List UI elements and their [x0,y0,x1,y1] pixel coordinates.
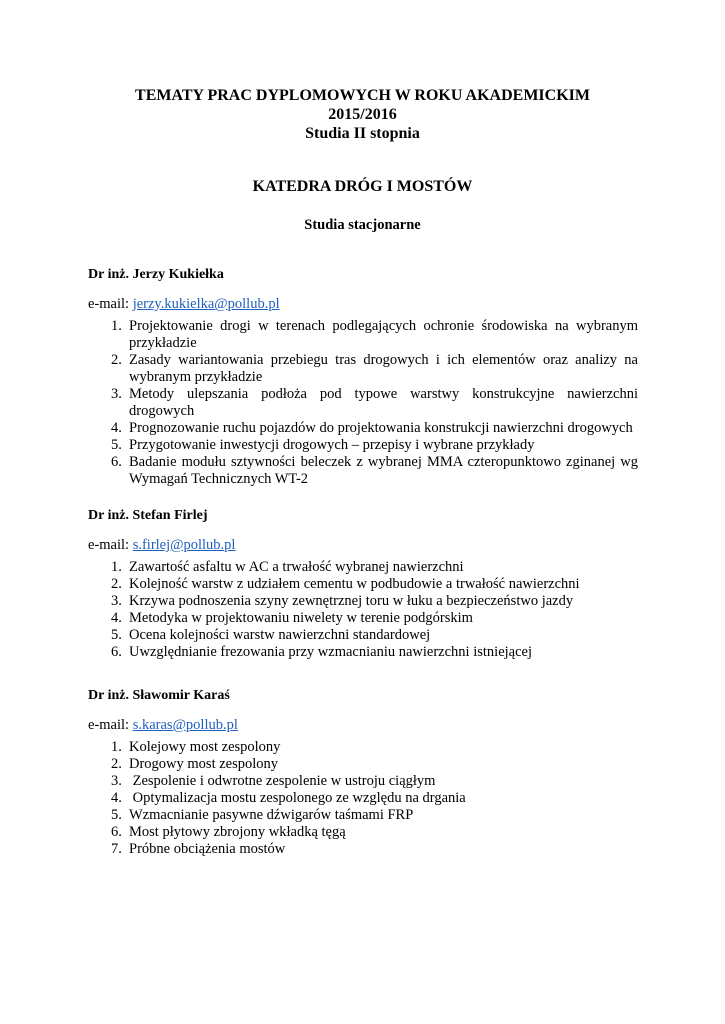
topic-text: Próbne obciążenia mostów [129,841,286,857]
topic-text: Zasady wariantowania przebiegu tras drogowych i ich elementów oraz analizy na wybranym przykładzie [129,352,638,385]
topic-item: 4. Optymalizacja mostu zespolonego ze względu na drgania [88,790,638,807]
topic-item: 5. Wzmacnianie pasywne dźwigarów taśmami FRP [88,807,638,824]
topic-text: Metodyka w projektowaniu niwelety w terenie podgórskim [129,610,473,626]
topic-text: Metody ulepszania podłoża pod typowe warstwy konstrukcyjne nawierzchni drogowych [129,386,638,419]
topic-list [88,559,638,661]
supervisor-name: Dr inż. Jerzy Kukiełka [88,267,224,282]
topic-item: 6. Badanie modułu sztywności beleczek z wybranej MMA czteropunktowo zginanej wg Wymagań Technicznych WT-2 [111,454,638,487]
supervisor-email-line [88,296,638,313]
topic-text: Kolejność warstw z udziałem cementu w podbudowie a trwałość nawierzchni [129,576,580,592]
topic-item: 2. Drogowy most zespolony [88,756,638,773]
study-mode-heading: Studia stacjonarne [304,217,421,233]
topic-item: 4. Prognozowanie ruchu pojazdów do projektowania konstrukcji nawierzchni drogowych [88,420,638,437]
document-title-level: Studia II stopnia [305,125,420,142]
topic-text: Uwzględnianie frezowania przy wzmacnianiu nawierzchni istniejącej [129,644,532,660]
topic-text: Kolejowy most zespolony [129,739,281,755]
supervisor-email-line [88,537,638,554]
topic-text: Wzmacnianie pasywne dźwigarów taśmami FRP [129,807,414,823]
supervisor-email-link[interactable]: s.karas@pollub.pl [132,717,238,733]
topic-item: 5. Przygotowanie inwestycji drogowych – przepisy i wybrane przykłady [88,437,638,454]
topic-text: Optymalizacja mostu zespolonego ze względu na drgania [129,790,466,806]
topic-text: Prognozowanie ruchu pojazdów do projektowania konstrukcji nawierzchni drogowych [129,420,633,436]
topic-list [88,318,638,488]
topic-text: Projektowanie drogi w terenach podlegających ochronie środowiska na wybranym przykładzie [129,318,638,351]
topic-item: 2. Zasady wariantowania przebiegu tras drogowych i ich elementów oraz analizy na wybranym przykładzie [111,352,638,385]
topic-text: Ocena kolejności warstw nawierzchni standardowej [129,627,431,643]
topic-item: 3. Zespolenie i odwrotne zespolenie w ustroju ciągłym [88,773,638,790]
supervisor-email-link[interactable]: jerzy.kukielka@pollub.pl [132,296,280,312]
topic-item: 5. Ocena kolejności warstw nawierzchni standardowej [88,627,638,644]
topic-text: Krzywa podnoszenia szyny zewnętrznej toru w łuku a bezpieczeństwo jazdy [129,593,574,609]
email-label: e-mail: [88,717,130,733]
email-label: e-mail: [88,296,130,312]
topic-list [88,739,638,858]
department-heading: KATEDRA DRÓG I MOSTÓW [252,178,473,195]
supervisor-section-firlej [88,507,638,661]
topic-item: 1. Zawartość asfaltu w AC a trwałość wybranej nawierzchni [88,559,638,576]
document-title-year: 2015/2016 [328,106,397,123]
topic-item: 2. Kolejność warstw z udziałem cementu w podbudowie a trwałość nawierzchni [88,576,638,593]
supervisor-section-kukielka [88,266,638,488]
topic-text: Zespolenie i odwrotne zespolenie w ustroju ciągłym [129,773,436,789]
topic-text: Zawartość asfaltu w AC a trwałość wybranej nawierzchni [129,559,464,575]
topic-item: 7. Próbne obciążenia mostów [88,841,638,858]
supervisor-name: Dr inż. Sławomir Karaś [88,688,230,703]
topic-item: 6. Most płytowy zbrojony wkładką tęgą [88,824,638,841]
topic-text: Drogowy most zespolony [129,756,279,772]
supervisor-section-karas [88,687,638,858]
document-title-line1: TEMATY PRAC DYPLOMOWYCH W ROKU AKADEMICKIM [135,87,590,104]
topic-text: Most płytowy zbrojony wkładką tęgą [129,824,346,840]
topic-item: 4. Metodyka w projektowaniu niwelety w terenie podgórskim [88,610,638,627]
topic-item: 1. Kolejowy most zespolony [88,739,638,756]
topic-item: 3. Metody ulepszania podłoża pod typowe warstwy konstrukcyjne nawierzchni drogowych [111,386,638,419]
topic-text: Badanie modułu sztywności beleczek z wybranej MMA czteropunktowo zginanej wg Wymagań Technicznych WT-2 [129,454,638,487]
topic-item: 3. Krzywa podnoszenia szyny zewnętrznej toru w łuku a bezpieczeństwo jazdy [88,593,638,610]
supervisor-name: Dr inż. Stefan Firlej [88,508,208,523]
supervisor-email-link[interactable]: s.firlej@pollub.pl [132,537,236,553]
topic-text: Przygotowanie inwestycji drogowych – przepisy i wybrane przykłady [129,437,535,453]
supervisor-email-line [88,717,638,734]
topic-item: 1. Projektowanie drogi w terenach podlegających ochronie środowiska na wybranym przykładzie [111,318,638,351]
topic-item: 6. Uwzględnianie frezowania przy wzmacnianiu nawierzchni istniejącej [88,644,638,661]
email-label: e-mail: [88,537,130,553]
